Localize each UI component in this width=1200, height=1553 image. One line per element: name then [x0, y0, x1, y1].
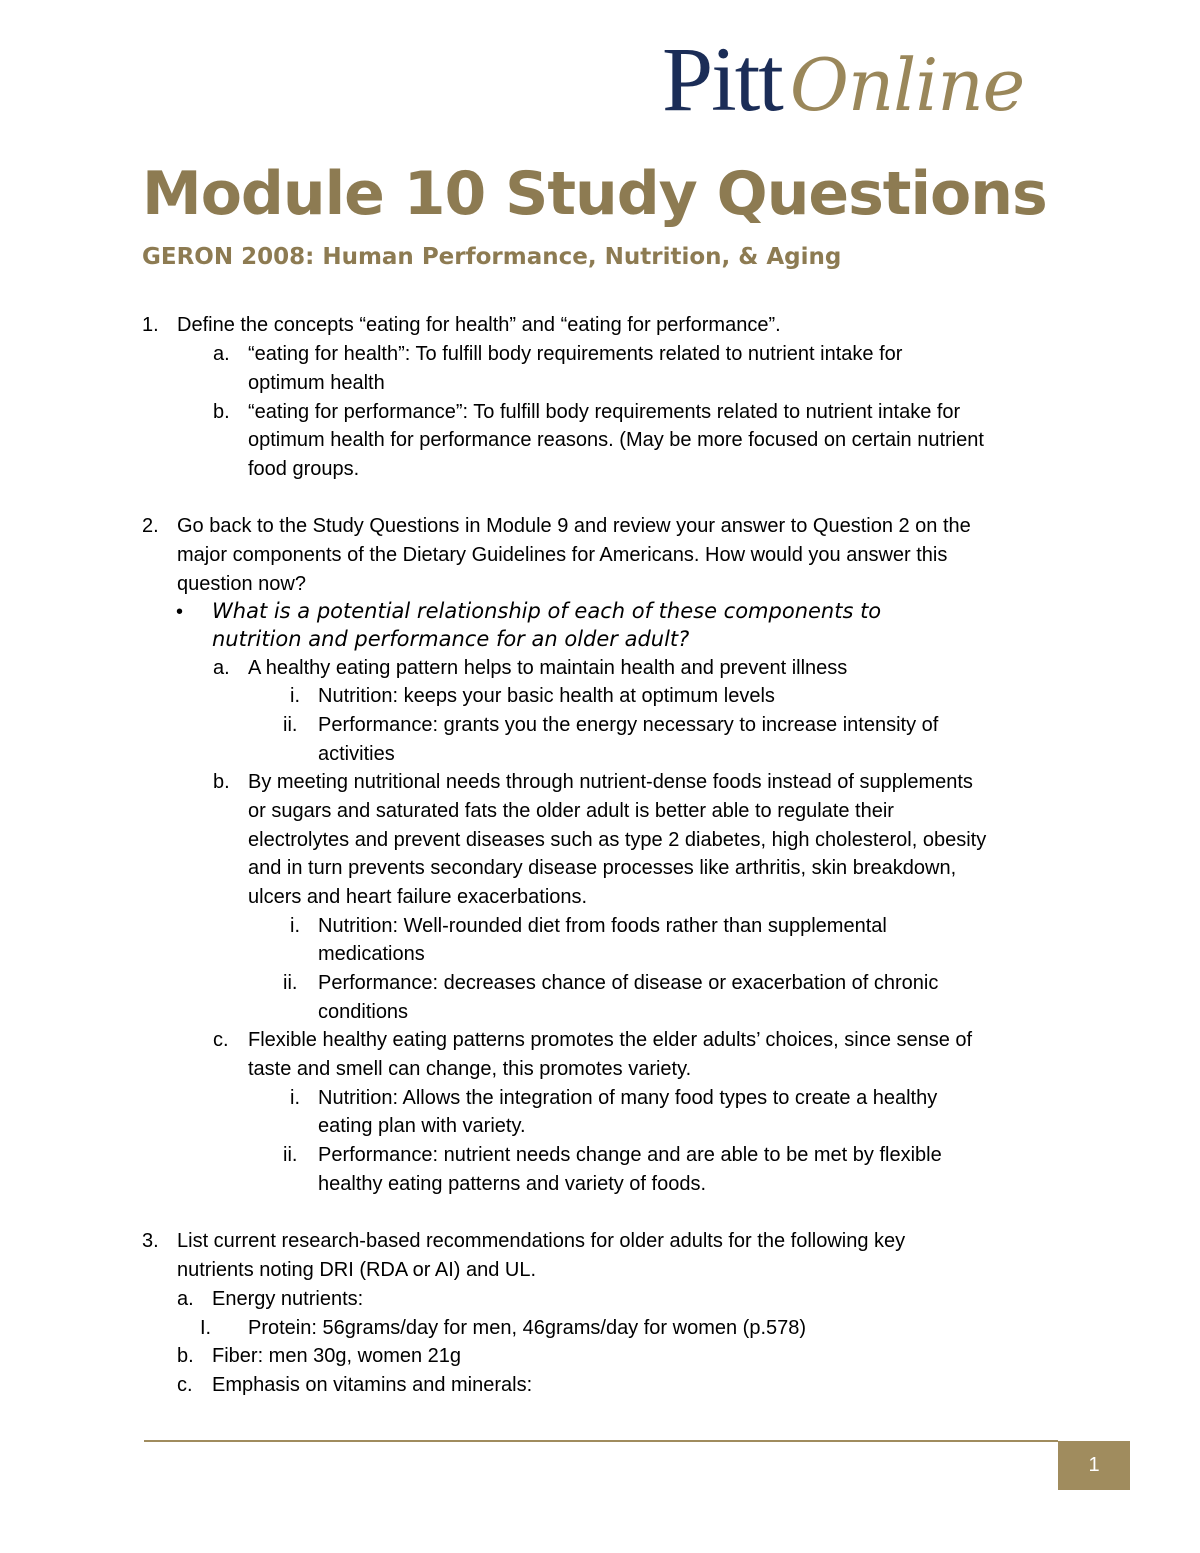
answer-text: activities: [318, 743, 395, 765]
answer-text: healthy eating patterns and variety of foods.: [318, 1173, 707, 1195]
bullet-icon: •: [176, 601, 184, 623]
answer-text: Energy nutrients:: [212, 1288, 364, 1310]
answer-text: Nutrition: Allows the integration of many food types to create a healthy: [318, 1087, 938, 1109]
prompt-text: nutrition and performance for an older adult?: [212, 627, 690, 651]
answer-text: Performance: grants you the energy necessary to increase intensity of: [318, 714, 939, 736]
page-title: Module 10 Study Questions: [142, 159, 1047, 229]
question-text: Define the concepts “eating for health” and “eating for performance”.: [177, 314, 781, 336]
answer-text: “eating for performance”: To fulfill body requirements related to nutrient intake for: [248, 401, 961, 423]
answer-text: eating plan with variety.: [318, 1115, 526, 1137]
answer-text: or sugars and saturated fats the older adult is better able to regulate their: [248, 800, 894, 822]
list-marker: i.: [290, 1087, 300, 1109]
list-marker: b.: [213, 401, 230, 423]
answer-text: food groups.: [248, 458, 360, 480]
list-marker: I.: [200, 1317, 212, 1339]
pitt-online-logo: [662, 28, 1025, 130]
answer-text: By meeting nutritional needs through nutrient-dense foods instead of supplements: [248, 771, 973, 793]
answer-text: “eating for health”: To fulfill body requirements related to nutrient intake for: [248, 343, 903, 365]
list-marker: c.: [213, 1029, 229, 1051]
logo-pitt-text: Pitt: [662, 28, 782, 130]
list-marker: ii.: [283, 1144, 298, 1166]
question-number: 1.: [142, 314, 159, 336]
answer-text: Nutrition: keeps your basic health at optimum levels: [318, 685, 775, 707]
answer-text: A healthy eating pattern helps to maintain health and prevent illness: [248, 657, 848, 679]
answer-text: medications: [318, 943, 425, 965]
answer-text: optimum health for performance reasons. (May be more focused on certain nutrient: [248, 429, 984, 451]
answer-text: Emphasis on vitamins and minerals:: [212, 1374, 533, 1396]
list-marker: a.: [213, 343, 230, 365]
question-number: 3.: [142, 1230, 159, 1252]
answer-text: and in turn prevents secondary disease processes like arthritis, skin breakdown,: [248, 857, 957, 879]
list-marker: ii.: [283, 714, 298, 736]
list-marker: b.: [177, 1345, 194, 1367]
answer-text: ulcers and heart failure exacerbations.: [248, 886, 588, 908]
list-marker: a.: [177, 1288, 194, 1310]
answer-text: Fiber: men 30g, women 21g: [212, 1345, 462, 1367]
list-marker: b.: [213, 771, 230, 793]
answer-text: Performance: decreases chance of disease or exacerbation of chronic: [318, 972, 939, 994]
question-text: nutrients noting DRI (RDA or AI) and UL.: [177, 1259, 537, 1281]
page-number: 1: [1088, 1454, 1100, 1476]
list-marker: c.: [177, 1374, 193, 1396]
list-marker: a.: [213, 657, 230, 679]
course-subtitle: GERON 2008: Human Performance, Nutrition, & Aging: [142, 244, 842, 270]
answer-text: electrolytes and prevent diseases such as type 2 diabetes, high cholesterol, obesity: [248, 829, 987, 851]
answer-text: optimum health: [248, 372, 385, 394]
footer-divider: [144, 1440, 1058, 1442]
answer-text: taste and smell can change, this promotes variety.: [248, 1058, 692, 1080]
answer-text: Flexible healthy eating patterns promotes the elder adults’ choices, since sense of: [248, 1029, 973, 1051]
answer-text: Nutrition: Well-rounded diet from foods rather than supplemental: [318, 915, 887, 937]
question-text: Go back to the Study Questions in Module 9 and review your answer to Question 2 on the: [177, 515, 971, 537]
list-marker: ii.: [283, 972, 298, 994]
list-marker: i.: [290, 685, 300, 707]
answer-text: conditions: [318, 1001, 409, 1023]
question-text: question now?: [177, 573, 306, 595]
question-text: major components of the Dietary Guidelines for Americans. How would you answer this: [177, 544, 948, 566]
logo-online-text: Online: [789, 43, 1025, 127]
list-marker: i.: [290, 915, 300, 937]
answer-text: Protein: 56grams/day for men, 46grams/day for women (p.578): [248, 1317, 807, 1339]
question-number: 2.: [142, 515, 159, 537]
prompt-text: What is a potential relationship of each of these components to: [212, 599, 882, 623]
question-text: List current research-based recommendations for older adults for the following key: [177, 1230, 906, 1252]
answer-text: Performance: nutrient needs change and are able to be met by flexible: [318, 1144, 942, 1166]
page-number-badge: [1058, 1441, 1130, 1490]
